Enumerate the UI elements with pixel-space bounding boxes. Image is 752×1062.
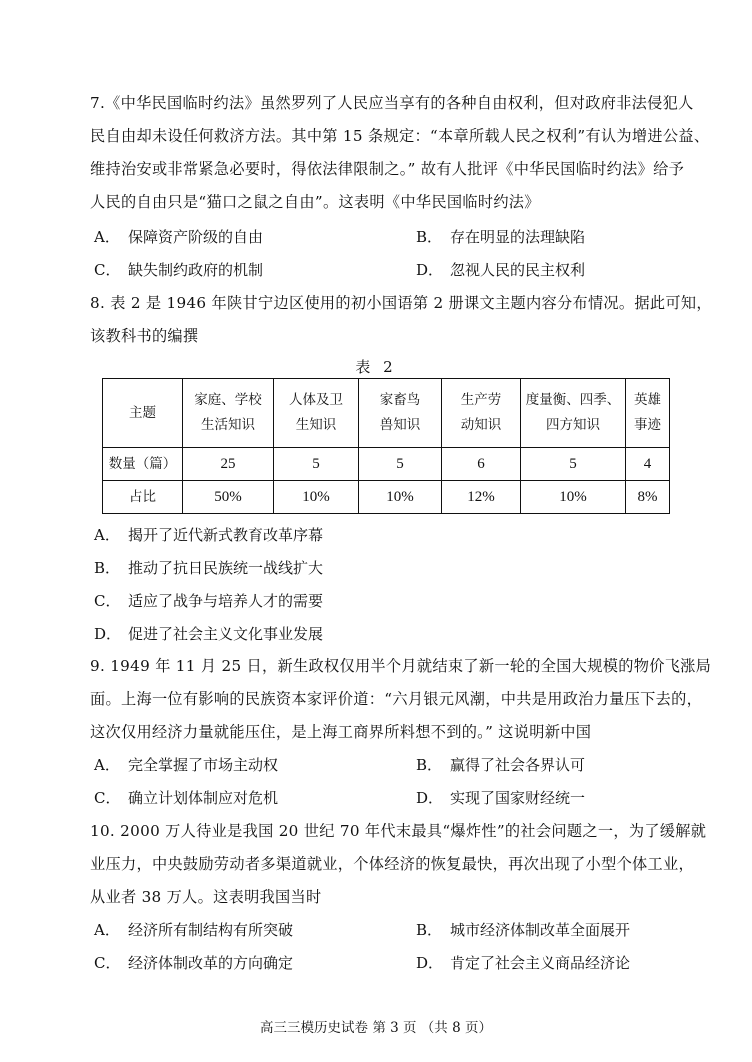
page-footer: 高三三模历史试卷 第 3 页 （共 8 页）: [260, 1020, 492, 1036]
question-7-option-b[interactable]: B． 存在明显的法理缺陷: [416, 228, 586, 246]
table-header-cell: 主题: [103, 379, 183, 448]
topic-distribution-table: [102, 378, 670, 514]
question-10-line-2: 业压力，中央鼓励劳动者多渠道就业，个体经济的恢复最快，再次出现了小型个体工业，: [90, 855, 695, 873]
table-header-cell: 家庭、学校 生活知识: [183, 379, 274, 448]
question-9-option-d[interactable]: D． 实现了国家财经统一: [416, 789, 586, 807]
table-header-cell: 英雄 事迹: [626, 379, 670, 448]
question-9-option-a[interactable]: A． 完全掌握了市场主动权: [94, 756, 279, 774]
question-7-line-2: 民自由却未设任何救济方法。其中第 15 条规定：“本章所载人民之权利”有认为增进公益、: [90, 127, 710, 145]
question-8-option-d[interactable]: D． 促进了社会主义文化事业发展: [94, 625, 324, 643]
question-10-option-d[interactable]: D． 肯定了社会主义商品经济论: [416, 954, 631, 972]
question-9-option-c[interactable]: C． 确立计划体制应对危机: [94, 789, 279, 807]
table-cell: 4: [626, 448, 670, 481]
question-7-option-c[interactable]: C． 缺失制约政府的机制: [94, 261, 264, 279]
question-8-option-a[interactable]: A． 揭开了近代新式教育改革序幕: [94, 526, 324, 544]
table-header-cell: 生产劳 动知识: [442, 379, 521, 448]
table-row: [103, 448, 670, 481]
table-header-cell: 度量衡、四季、 四方知识: [521, 379, 626, 448]
table-header-row: [103, 379, 670, 448]
question-8-line-1: 8. 表 2 是 1946 年陕甘宁边区使用的初小国语第 2 册课文主题内容分布情况。据此可知，: [90, 294, 712, 312]
table-header-cell: 家畜鸟 兽知识: [359, 379, 442, 448]
question-8-option-b[interactable]: B． 推动了抗日民族统一战线扩大: [94, 559, 324, 577]
question-9-option-b[interactable]: B． 赢得了社会各界认可: [416, 756, 586, 774]
question-9-line-1: 9. 1949 年 11 月 25 日，新生政权仅用半个月就结束了新一轮的全国大规模的物价飞涨局: [90, 657, 712, 675]
table-cell: 10%: [521, 481, 626, 514]
table-cell: 5: [521, 448, 626, 481]
table-cell: 占比: [103, 481, 183, 514]
question-10-line-1: 10. 2000 万人待业是我国 20 世纪 70 年代末最具“爆炸性”的社会问题之一，为了缓解就: [90, 822, 707, 840]
table-cell: 5: [274, 448, 359, 481]
table-cell: 50%: [183, 481, 274, 514]
table-cell: 数量（篇）: [103, 448, 183, 481]
question-7-line-3: 维持治安或非常紧急必要时，得依法律限制之。” 故有人批评《中华民国临时约法》给予: [90, 160, 685, 178]
table-header-cell: 人体及卫 生知识: [274, 379, 359, 448]
table-cell: 10%: [274, 481, 359, 514]
table-cell: 5: [359, 448, 442, 481]
question-10-option-a[interactable]: A． 经济所有制结构有所突破: [94, 921, 294, 939]
question-10-option-b[interactable]: B． 城市经济体制改革全面展开: [416, 921, 631, 939]
question-7-option-a[interactable]: A． 保障资产阶级的自由: [94, 228, 264, 246]
question-8-option-c[interactable]: C． 适应了战争与培养人才的需要: [94, 592, 324, 610]
question-10-line-3: 从业者 38 万人。这表明我国当时: [90, 888, 322, 906]
question-7-line-4: 人民的自由只是“猫口之鼠之自由”。这表明《中华民国临时约法》: [90, 193, 540, 211]
table-row: [103, 481, 670, 514]
table-cell: 6: [442, 448, 521, 481]
table-cell: 8%: [626, 481, 670, 514]
question-9-line-2: 面。上海一位有影响的民族资本家评价道：“六月银元风潮，中共是用政治力量压下去的，: [90, 690, 703, 708]
table-cell: 25: [183, 448, 274, 481]
question-10-option-c[interactable]: C． 经济体制改革的方向确定: [94, 954, 294, 972]
table-cell: 12%: [442, 481, 521, 514]
question-9-line-3: 这次仅用经济力量就能压住，是上海工商界所料想不到的。” 这说明新中国: [90, 723, 592, 741]
question-7-line-1: 7.《中华民国临时约法》虽然罗列了人民应当享有的各种自由权利，但对政府非法侵犯人: [90, 94, 694, 112]
table-caption: 表 2: [355, 358, 397, 376]
table-cell: 10%: [359, 481, 442, 514]
question-8-line-2: 该教科书的编撰: [90, 327, 199, 345]
question-7-option-d[interactable]: D． 忽视人民的民主权利: [416, 261, 586, 279]
